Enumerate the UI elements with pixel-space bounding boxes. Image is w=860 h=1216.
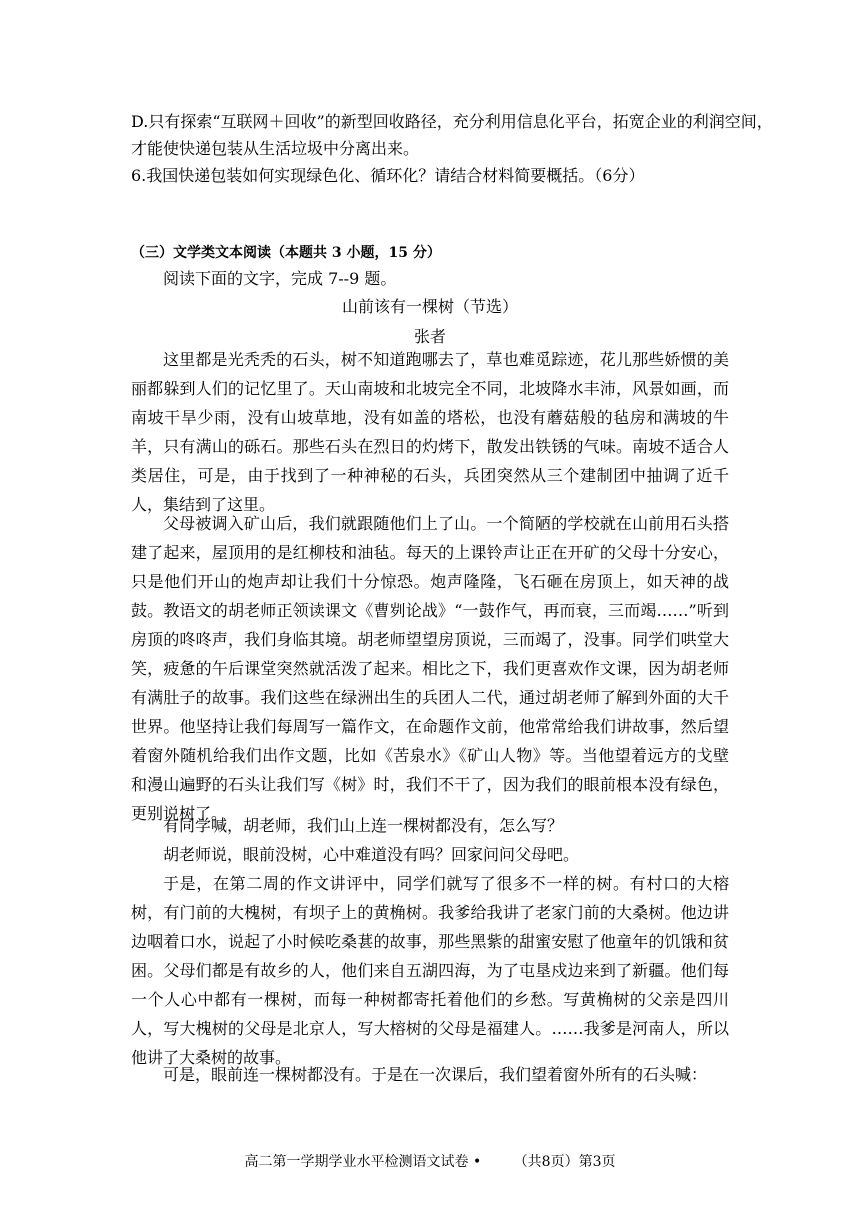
paragraph-2: 父母被调入矿山后，我们就跟随他们上了山。一个简陋的学校就在山前用石头搭建了起来，屋顶用的是红柳枝和油毡。每天的上课铃声让正在开矿的父母十分安心，只是他们开山的炮声却让我们十分惊恐。炮声隆隆，飞石砸在房顶上，如天神的战鼓。教语文的胡老师正领读课文《曹刿论战》“一鼓作气，再而衰，三而竭……”听到房顶的咚咚声，我们身临其境。胡老师望望房顶说，三而竭了，没事。同学们哄堂大笑，疲惫的午后课堂突然就活泼了起来。相比之下，我们更喜欢作文课，因为胡老师有满肚子的故事。我们这些在绿洲出生的兵团人二代，通过胡老师了解到外面的大千世界。他坚持让我们每周写一篇作文，在命题作文前，他常常给我们讲故事，然后望着窗外随机给我们出作文题，比如《苦泉水》《矿山人物》等。当他望着远方的戈壁和漫山遍野的石头让我们写《树》时，我们不干了，因为我们的眼前根本没有绿色，更别说树了。 <box>131 514 729 823</box>
section-heading: （三）文学类文本阅读（本题共 3 小题，15 分） <box>131 245 441 261</box>
passage-title: 山前该有一棵树（节选） <box>341 297 518 316</box>
question-6: 6.我国快递包装如何实现绿色化、循环化？请结合材料简要概括。（6分） <box>131 166 645 185</box>
option-d-line2: 才能使快递包装从生活垃圾中分离出来。 <box>131 139 420 158</box>
option-d-line1: D.只有探索“互联网＋回收”的新型回收路径，充分利用信息化平台，拓宽企业的利润空间， <box>131 112 773 131</box>
passage-author: 张者 <box>413 327 446 346</box>
paragraph-6: 可是，眼前连一棵树都没有。于是在一次课后，我们望着窗外所有的石头喊： <box>163 1065 708 1084</box>
paragraph-5: 于是，在第二周的作文讲评中，同学们就写了很多不一样的树。有村口的大榕树，有门前的大槐树，有坝子上的黄桷树。我爹给我讲了老家门前的大桑树。他边讲边咽着口水，说起了小时候吃桑葚的故事，那些黑紫的甜蜜安慰了他童年的饥饿和贫困。父母们都是有故乡的人，他们来自五湖四海，为了屯垦戍边来到了新疆。他们每一个人心中都有一棵树，而每一种树都寄托着他们的乡愁。写黄桷树的父亲是四川人，写大槐树的父母是北京人，写大榕树的父母是福建人。……我爹是河南人，所以他讲了大桑树的故事。 <box>131 874 729 1067</box>
paragraph-4: 胡老师说，眼前没树，心中难道没有吗？回家问问父母吧。 <box>163 845 580 864</box>
page-footer <box>0 1151 860 1171</box>
footer-page-number: （共8页）第3页 <box>513 1154 616 1170</box>
paragraph-1: 这里都是光秃秃的石头，树不知道跑哪去了，草也难觅踪迹，花儿那些娇惯的美丽都躲到人们的记忆里了。天山南坡和北坡完全不同，北坡降水丰沛，风景如画，而南坡干旱少雨，没有山坡草地，没有如盖的塔松，也没有蘑菇般的毡房和满坡的牛羊，只有满山的砾石。那些石头在烈日的灼烤下，散发出铁锈的气味。南坡不适合人类居住，可是，由于找到了一种神秘的石头，兵团突然从三个建制团中抽调了近千人，集结到了这里。 <box>131 350 729 514</box>
reading-instruction: 阅读下面的文字，完成 7--9 题。 <box>163 269 397 288</box>
paragraph-3: 有同学喊，胡老师，我们山上连一棵树都没有，怎么写？ <box>163 816 564 835</box>
footer-text: 高二第一学期学业水平检测语文试卷 • <box>244 1154 482 1170</box>
